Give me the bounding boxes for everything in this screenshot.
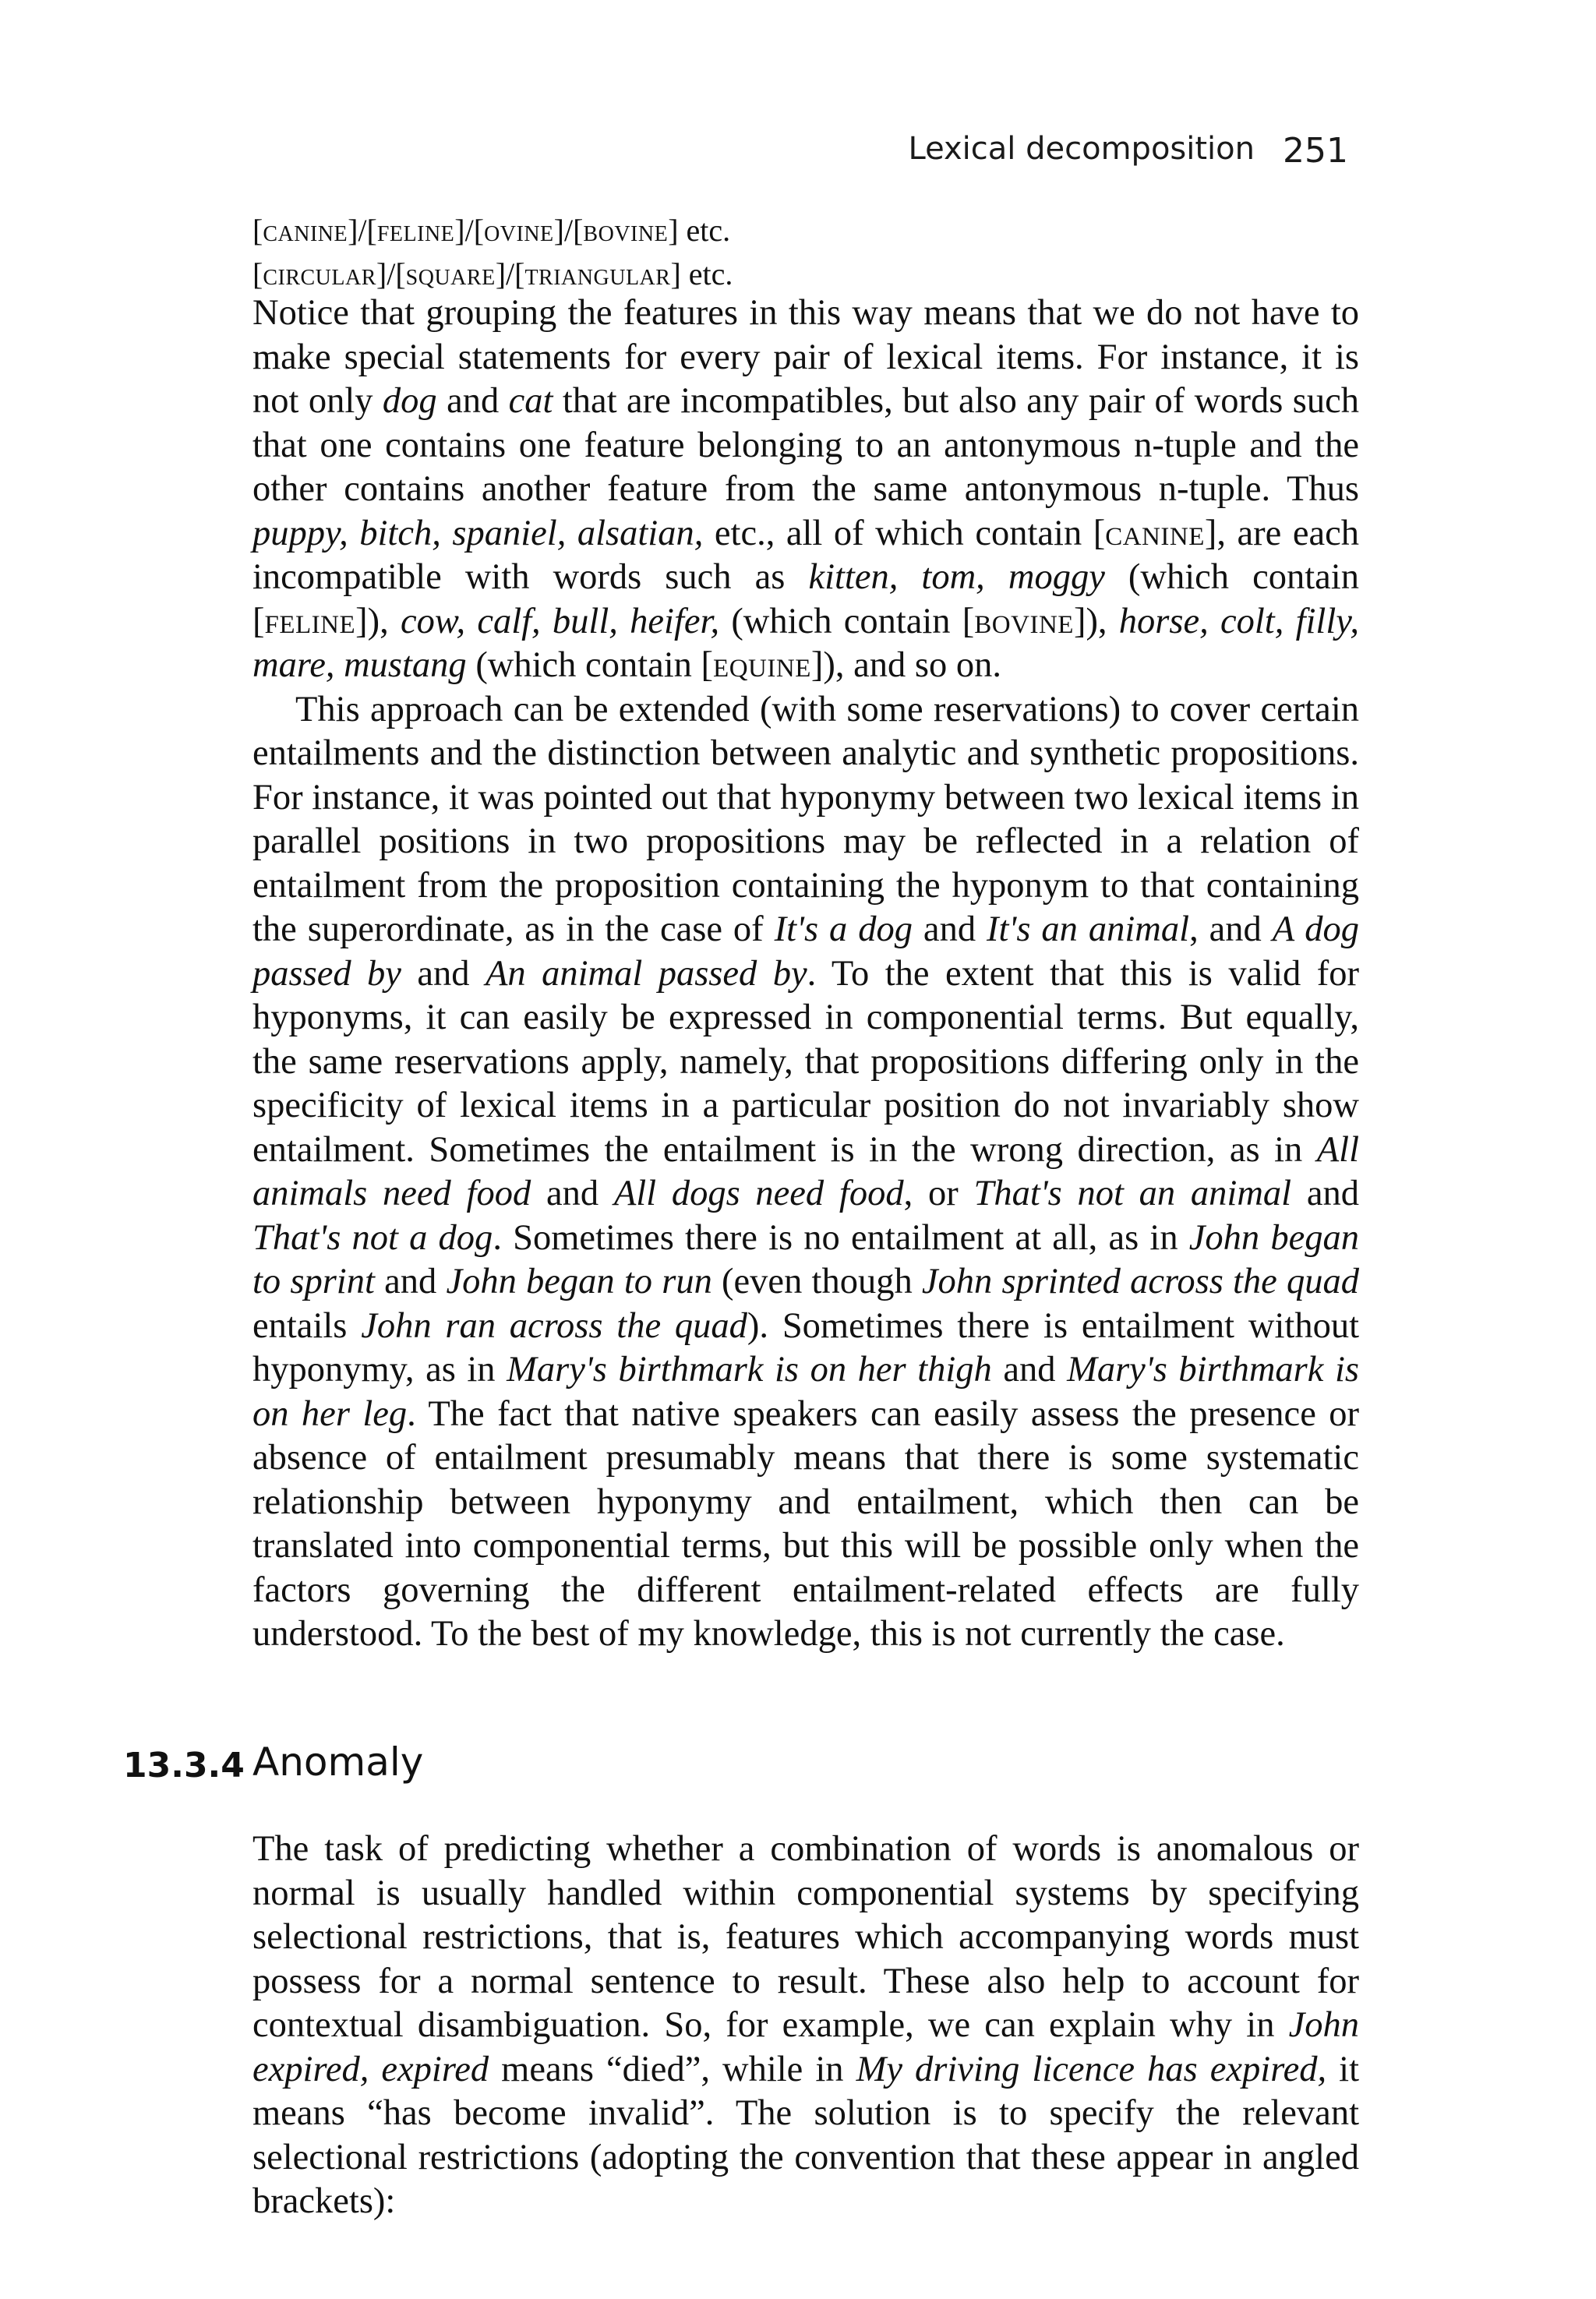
paragraph-entailment: This approach can be extended (with some reservations) to cover certain entailments and the distinction between analytic and synthetic propositions. For instance, it was pointed out that hyponymy between two lexical items in parallel positions in two propositions may be reflected in a relation of entailment from the proposition containing the hyponym to that containing the superordinate, as in the case of It's a dog and It's an animal, and A dog passed by and An animal passed by. To the extent that this is valid for hyponyms, it can easily be expressed in componential terms. But equally, the same reservations apply, namely, that propositions differing only in the specificity of lexical items in a particular position do not invariably show entailment. Sometimes the entailment is in the wrong direction, as in All animals need food and All dogs need food, or That's not an animal and That's not a dog. Sometimes there is no entailment at all, as in John began to sprint and John began to run (even though John sprinted across the quad entails John ran across the quad). Sometimes there is entailment without hyponymy, as in Mary's birthmark is on her thigh and Mary's birthmark is on her leg. The fact that native speakers can easily assess the presence or absence of entailment presumably means that there is some systematic relationship between hyponymy and entailment, which then can be translated into componential terms, but this will be possible only when the factors governing the different entailment-related effects are fully understood. To the best of my knowledge, this is not currently the case.: [252, 689, 1360, 1654]
feature-separator: ]/[: [376, 256, 406, 291]
feature-line-shapes: [circular]/[square]/[triangular] etc.: [252, 256, 733, 291]
body-text-lower: [252, 1828, 1359, 2224]
feature-separator: ]/[: [454, 213, 485, 248]
body-text-upper: [252, 291, 1359, 1657]
paragraph-incompatibles: Notice that grouping the features in this way means that we do not have to make special statements for every pair of lexical items. For instance, it is not only dog and cat that are incompatibles, but also any pair of words such that one contains one feature belonging to an antonymous n-tuple and the other contains another feature from the same antonymous n-tuple. Thus puppy, bitch, spaniel, alsatian, etc., all of which contain [canine], are each incompatible with words such as kitten, tom, moggy (which contain [feline]), cow, calf, bull, heifer, (which contain [bovine]), horse, colt, filly, mare, mustang (which contain [equine]), and so on.: [252, 293, 1359, 685]
feature-separator: ]/[: [348, 213, 377, 248]
feature-list: [252, 209, 1359, 296]
page-number: 251: [1283, 131, 1348, 171]
feature-triangular: triangular: [524, 256, 671, 291]
feature-feline: feline: [376, 213, 455, 248]
section-title: Anomaly: [252, 1739, 424, 1785]
feature-line-end: ] etc.: [670, 256, 733, 291]
feature-bovine: bovine: [583, 213, 669, 248]
feature-line-animals: [canine]/[feline]/[ovine]/[bovine] etc.: [252, 213, 731, 248]
feature-square: square: [405, 256, 496, 291]
paragraph-anomaly: The task of predicting whether a combination of words is anomalous or normal is usually handled within componential systems by specifying selectional restrictions, that is, features which accompanying words must possess for a normal sentence to result. These also help to account for contextual disambiguation. So, for example, we can explain why in John expired, expired means “died”, while in My driving licence has expired, it means “has become invalid”. The solution is to specify the relevant selectional restrictions (adopting the convention that these appear in angled brackets):: [252, 1829, 1359, 2221]
section-number: 13.3.4: [123, 1746, 245, 1785]
section-heading: [123, 1739, 1292, 1794]
feature-separator: ]/[: [553, 213, 584, 248]
feature-line-end: ] etc.: [668, 213, 731, 248]
running-title: Lexical decomposition: [908, 131, 1255, 167]
feature-circular: circular: [263, 256, 376, 291]
feature-separator: ]/[: [495, 256, 525, 291]
running-head: [857, 131, 1348, 178]
feature-ovine: ovine: [484, 213, 554, 248]
feature-canine: canine: [263, 213, 348, 248]
